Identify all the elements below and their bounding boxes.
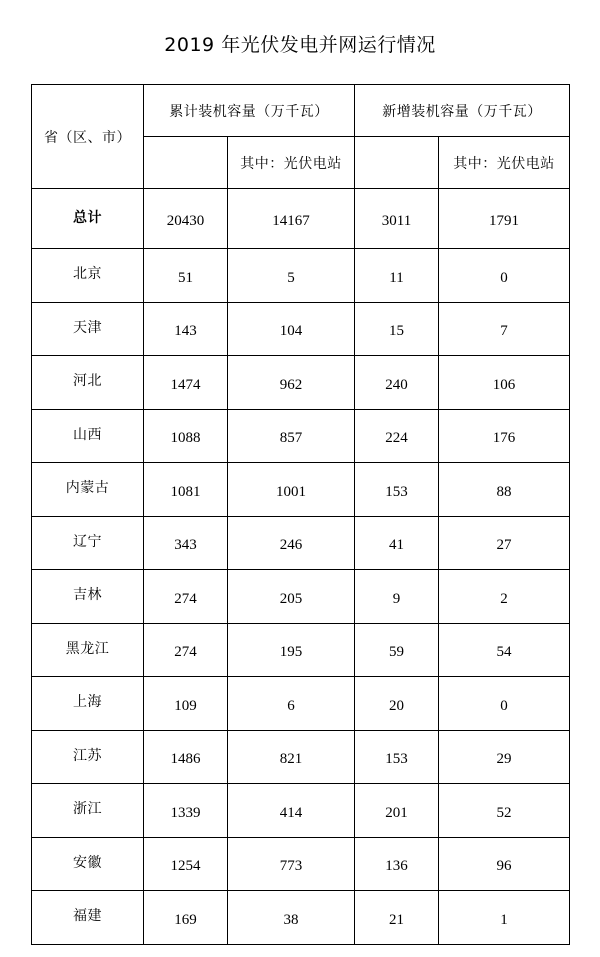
cell-new-station	[439, 249, 570, 303]
cell-province	[32, 302, 144, 356]
cell-new-text: 20	[389, 697, 404, 714]
cell-new-text: 153	[385, 483, 408, 500]
cell-province-text: 山西	[73, 426, 102, 443]
cell-cumulative	[144, 409, 228, 463]
cell-cumulative-station	[228, 570, 355, 624]
cell-new	[355, 837, 439, 891]
table-row	[32, 249, 570, 303]
cell-province-text: 吉林	[73, 587, 102, 604]
cell-province	[32, 356, 144, 410]
cell-cumulative	[144, 570, 228, 624]
cell-province	[32, 570, 144, 624]
cell-new-station-text: 96	[496, 858, 512, 875]
cell-cumulative-station-text: 414	[279, 804, 303, 821]
cell-new-station	[439, 891, 570, 945]
cell-cumulative	[144, 891, 228, 945]
table-row	[32, 356, 570, 410]
cell-cumulative-text: 169	[174, 911, 197, 928]
cell-new-station	[439, 623, 570, 677]
cell-new-station-text: 2	[500, 590, 508, 607]
cell-province	[32, 249, 144, 303]
cell-cumulative-station-text: 38	[283, 911, 299, 928]
cell-new-text: 9	[392, 590, 401, 607]
header-new-station: 其中：光伏电站	[439, 137, 570, 189]
cell-new	[355, 409, 439, 463]
cell-new-text: 136	[385, 858, 408, 875]
cell-new	[355, 570, 439, 624]
cell-new-station-text: 88	[496, 483, 512, 500]
cell-cumulative	[144, 463, 228, 517]
cell-new-station	[439, 730, 570, 784]
table-row	[32, 516, 570, 570]
header-new: 新增装机容量（万千瓦）	[355, 85, 570, 137]
cell-new-text: 3011	[381, 213, 412, 229]
cell-cumulative-station-text: 773	[279, 858, 303, 875]
cell-province	[32, 623, 144, 677]
cell-cumulative-text: 51	[178, 269, 193, 286]
cell-new	[355, 730, 439, 784]
cell-cumulative	[144, 516, 228, 570]
table-row-total	[32, 189, 570, 249]
cell-new	[355, 784, 439, 838]
cell-cumulative	[144, 784, 228, 838]
cell-new-text: 153	[385, 751, 408, 768]
table-row	[32, 409, 570, 463]
cell-cumulative-station-text: 5	[287, 269, 295, 286]
cell-new-station-text: 0	[500, 697, 508, 714]
cell-province-text: 天津	[73, 319, 102, 336]
cell-new-station-text: 27	[496, 537, 512, 554]
cell-new	[355, 623, 439, 677]
cell-cumulative-station	[228, 356, 355, 410]
cell-cumulative	[144, 623, 228, 677]
cell-cumulative-text: 343	[174, 537, 197, 554]
cell-new-station	[439, 463, 570, 517]
cell-province	[32, 730, 144, 784]
cell-cumulative-text: 1474	[170, 376, 201, 393]
cell-new-text: 201	[385, 804, 408, 821]
cell-cumulative-station	[228, 784, 355, 838]
cell-cumulative	[144, 189, 228, 249]
cell-new-station-text: 106	[492, 376, 516, 393]
cell-cumulative-station	[228, 516, 355, 570]
cell-province-text: 内蒙古	[65, 480, 110, 497]
cell-new	[355, 891, 439, 945]
cell-new-station	[439, 409, 570, 463]
cell-province	[32, 837, 144, 891]
cell-cumulative-station	[228, 677, 355, 731]
cell-province	[32, 784, 144, 838]
cell-province-text: 安徽	[73, 854, 102, 871]
cell-cumulative-station-text: 821	[279, 751, 303, 768]
cell-cumulative-text: 143	[174, 323, 197, 340]
cell-new	[355, 356, 439, 410]
cell-new-text: 15	[389, 323, 404, 340]
cell-cumulative-station	[228, 463, 355, 517]
cell-province-text: 浙江	[73, 801, 102, 818]
cell-cumulative-station-text: 205	[279, 590, 303, 607]
cell-cumulative-text: 274	[174, 590, 197, 607]
cell-cumulative-station	[228, 189, 355, 249]
header-new-blank	[355, 137, 439, 189]
cell-province-text: 上海	[73, 694, 102, 711]
page-title: 2019 年光伏发电并网运行情况	[164, 34, 436, 56]
cell-cumulative	[144, 730, 228, 784]
cell-cumulative	[144, 677, 228, 731]
cell-cumulative-text: 1088	[170, 430, 201, 447]
cell-new-station-text: 176	[492, 430, 516, 447]
cell-new-station-text: 1	[500, 911, 508, 928]
cell-cumulative-text: 1254	[170, 858, 201, 875]
table-row	[32, 570, 570, 624]
cell-new	[355, 249, 439, 303]
cell-cumulative-text: 274	[174, 644, 197, 661]
cell-new-text: 41	[389, 537, 404, 554]
cell-cumulative-station	[228, 891, 355, 945]
cell-province-text: 福建	[73, 908, 102, 925]
cell-province-text: 总计	[73, 209, 102, 226]
cell-cumulative-station	[228, 837, 355, 891]
cell-province	[32, 189, 144, 249]
cell-new	[355, 516, 439, 570]
cell-new-text: 59	[389, 644, 404, 661]
cell-new-station-text: 0	[500, 269, 508, 286]
cell-cumulative-station	[228, 623, 355, 677]
header-cumulative-station: 其中：光伏电站	[228, 137, 355, 189]
cell-province	[32, 677, 144, 731]
cell-new-station	[439, 837, 570, 891]
cell-new-station-text: 1791	[489, 213, 519, 229]
cell-new-station-text: 54	[496, 644, 512, 661]
cell-cumulative-text: 109	[174, 697, 197, 714]
cell-cumulative-text: 1486	[170, 751, 201, 768]
cell-cumulative-station-text: 1001	[276, 483, 306, 500]
cell-cumulative-station-text: 195	[279, 644, 303, 661]
table-row	[32, 730, 570, 784]
cell-province-text: 北京	[73, 266, 102, 283]
table-body	[32, 189, 570, 945]
cell-new-station-text: 7	[500, 323, 508, 340]
table-row	[32, 837, 570, 891]
table-row	[32, 623, 570, 677]
cell-province-text: 黑龙江	[65, 640, 110, 657]
cell-cumulative-station	[228, 302, 355, 356]
cell-cumulative-station-text: 246	[279, 537, 303, 554]
cell-new-station	[439, 570, 570, 624]
cell-cumulative	[144, 837, 228, 891]
cell-new-station-text: 52	[496, 804, 512, 821]
cell-cumulative-station-text: 104	[279, 323, 303, 340]
cell-cumulative	[144, 356, 228, 410]
cell-cumulative-text: 1081	[170, 483, 201, 500]
cell-new	[355, 189, 439, 249]
cell-province	[32, 516, 144, 570]
cell-new-station	[439, 356, 570, 410]
cell-new-text: 21	[389, 911, 404, 928]
cell-province-text: 河北	[73, 373, 102, 390]
cell-new-station	[439, 189, 570, 249]
cell-cumulative	[144, 249, 228, 303]
table-row	[32, 677, 570, 731]
cell-cumulative-station-text: 6	[287, 697, 295, 714]
cell-new	[355, 677, 439, 731]
cell-new	[355, 463, 439, 517]
cell-cumulative-station	[228, 409, 355, 463]
header-province: 省（区、市）	[32, 85, 144, 189]
cell-cumulative-station-text: 857	[279, 430, 303, 447]
header-cumulative: 累计装机容量（万千瓦）	[144, 85, 355, 137]
cell-new-text: 240	[385, 376, 408, 393]
cell-cumulative-station	[228, 249, 355, 303]
cell-cumulative	[144, 302, 228, 356]
cell-province	[32, 891, 144, 945]
cell-new-station	[439, 516, 570, 570]
cell-new-station	[439, 302, 570, 356]
cell-cumulative-station	[228, 730, 355, 784]
cell-cumulative-text: 20430	[166, 213, 205, 229]
cell-new-station	[439, 677, 570, 731]
header-cumulative-blank	[144, 137, 228, 189]
cell-province	[32, 463, 144, 517]
cell-cumulative-station-text: 962	[279, 376, 303, 393]
cell-province-text: 江苏	[73, 747, 102, 764]
cell-cumulative-station-text: 14167	[272, 213, 310, 229]
cell-new-text: 11	[389, 269, 404, 286]
cell-province-text: 辽宁	[73, 533, 102, 550]
cell-cumulative-text: 1339	[170, 804, 201, 821]
table-row	[32, 891, 570, 945]
cell-province	[32, 409, 144, 463]
table-row	[32, 463, 570, 517]
pv-capacity-table	[31, 84, 570, 945]
cell-new	[355, 302, 439, 356]
cell-new-text: 224	[385, 430, 408, 447]
cell-new-station	[439, 784, 570, 838]
table-row	[32, 784, 570, 838]
table-row	[32, 302, 570, 356]
cell-new-station-text: 29	[496, 751, 512, 768]
